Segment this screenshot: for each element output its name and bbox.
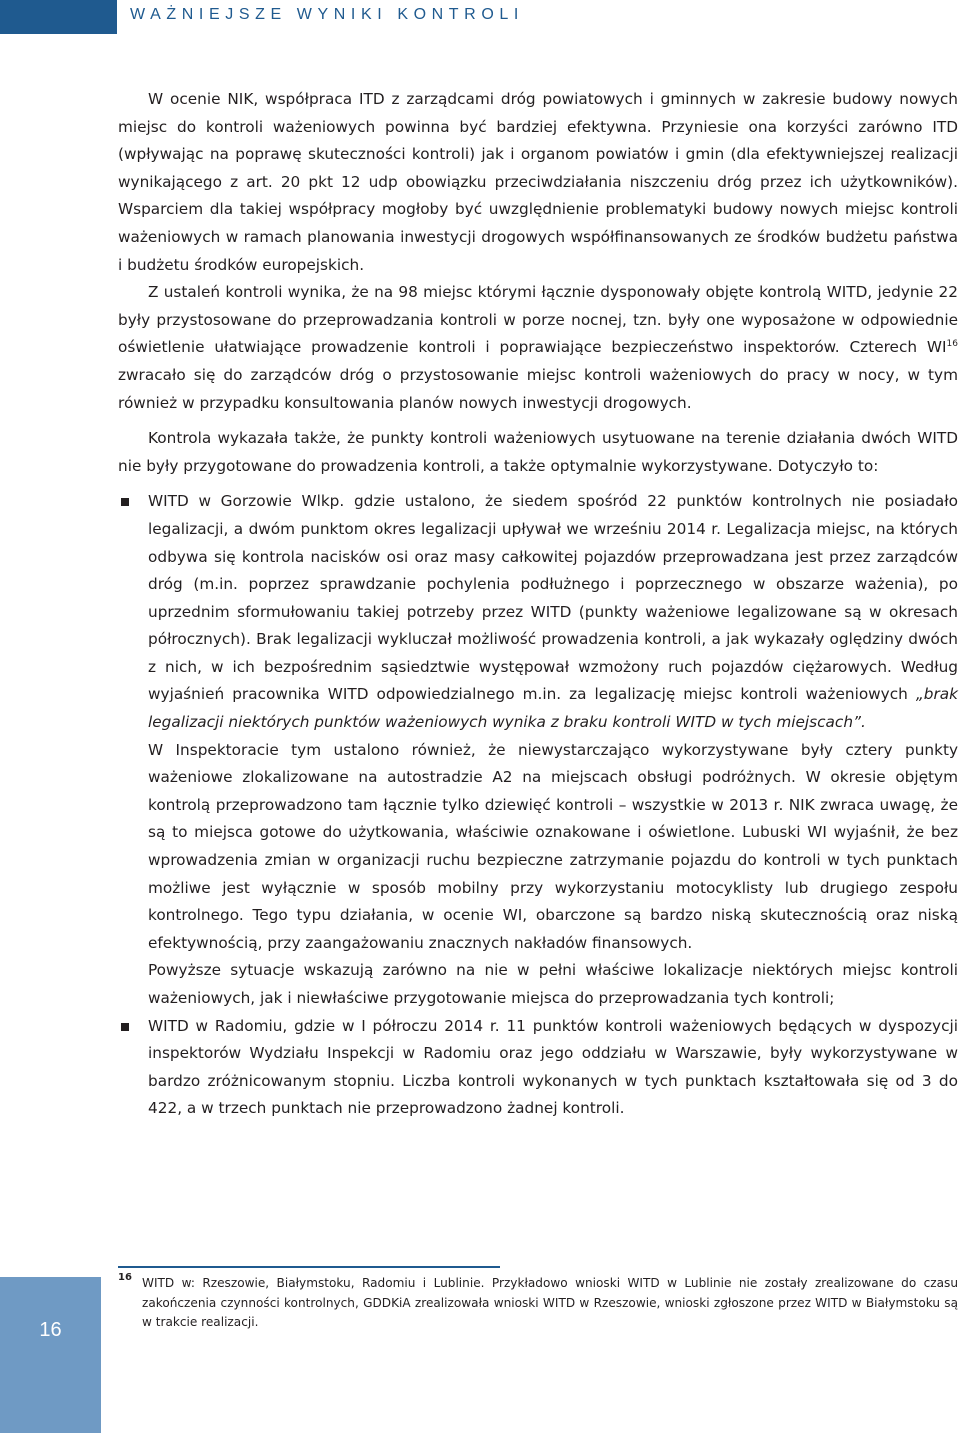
- footnote-number: 16: [118, 1272, 132, 1283]
- paragraph-cooperation: W ocenie NIK, współpraca ITD z zarządcami dróg powiatowych i gminnych w zakresie budowy nowych miejsc do kontroli ważeniowych powinna być bardziej efektywna. Przyniesie ona korzyści zarówno ITD (wpływając na poprawę skuteczności kontroli) jak i organom powiatów i gmin (dla efektywniejszej realizacji wynikającego z art. 20 pkt 12 udp obowiązku przeciwdziałania niszczeniu dróg przez ich użytkowników). Wsparciem dla takiej współpracy mogłoby być uwzględnienie problematyki budowy nowych miejsc kontroli ważeniowych w ramach planowania inwestycji drogowych współfinansowanych ze środków budżetu państwa i budżetu środków europejskich.: [118, 90, 958, 274]
- paragraph-findings: Kontrola wykazała także, że punkty kontroli ważeniowych usytuowane na terenie działania dwóch WITD nie były przygotowane do prowadzenia kontroli, a także optymalnie wykorzystywane. Dotyczyło to:: [118, 429, 958, 475]
- bullet-radom-text: WITD w Radomiu, gdzie w I półroczu 2014 r. 11 punktów kontroli ważeniowych będących w dyspozycji inspektorów Wydziału Inspekcji w Radomiu oraz jego oddziału w Warszawie, były wykorzystywane w bardzo zróżnicowanym stopniu. Liczba kontroli wykonanych w tych punktach kształtowała się od 3 do 422, a w trzech punktach nie przeprowadzono żadnej kontroli.: [148, 1016, 958, 1118]
- bullet-gorzow-para2: W Inspektoracie tym ustalono również, że niewystarczająco wykorzystywane były cztery punkty ważeniowe zlokalizowane na autostradzie A2 na miejscach obsługi podróżnych. W okresie objętym kontrolą przeprowadzono tam łącznie tylko dziewięć kontroli – wszystkie w 2013 r. NIK zwraca uwagę, że są to miejsca gotowe do użytkowania, właściwie oznakowane i oświetlone. Lubuski WI wyjaśnił, że bez wprowadzenia zmian w organizacji ruchu bezpieczne zatrzymanie pojazdu do kontroli w tych punktach możliwe jest wyłącznie w sposób mobilny przy wykorzystaniu motocyklisty lub drugiego zespołu kontrolnego. Tego typu działania, w ocenie WI, obarczone są bardzo niską skutecznością oraz niską efektywnością, przy zaangażowaniu znacznych nakładów finansowych.: [148, 740, 958, 952]
- page-number: 16: [39, 1319, 62, 1341]
- footnote-reference[interactable]: 16: [946, 339, 958, 350]
- paragraph-night-control-part1: Z ustaleń kontroli wynika, że na 98 miejsc którymi łącznie dysponowały objęte kontrolą WITD, jedynie 22 były przystosowane do przeprowadzania kontroli w porze nocnej, tzn. były one wyposażone w odpowiednie oświetlenie ułatwiające prowadzenie kontroli i poprawiające bezpieczeństwo inspektorów. Czterech WI: [118, 283, 958, 357]
- bullet-gorzow: [118, 488, 958, 1012]
- paragraph-spacer: [118, 417, 958, 425]
- section-title: WAŻNIEJSZE WYNIKI KONTROLI: [130, 6, 524, 23]
- square-bullet-icon: [121, 1023, 129, 1031]
- footnote-separator: [118, 1266, 500, 1268]
- paragraph-night-control: [118, 279, 958, 417]
- bullet-gorzow-intro: WITD w Gorzowie Wlkp. gdzie ustalono, że siedem spośród 22 punktów kontrolnych nie posiadało legalizacji, a dwóm punktom okres legalizacji upływał we wrześniu 2014 r. Legalizacja miejsc, na których odbywa się kontrola nacisków osi oraz masy całkowitej pojazdów przeprowadzana jest przez zarządców dróg (m.in. poprzez sprawdzanie pochylenia podłużnego i poprzecznego w obszarze ważenia), po uprzednim sformułowaniu takiej potrzeby przez WITD (punkty ważeniowe legalizowane są w okresach półrocznych). Brak legalizacji wykluczał możliwość prowadzenia kontroli, a jak wykazały oględziny dwóch z nich, w ich bezpośrednim sąsiedztwie występował wzmożony ruch pojazdów ciężarowych. Według wyjaśnień pracownika WITD odpowiedzialnego m.in. za legalizację miejsc kontroli ważeniowych: [148, 492, 958, 704]
- footnote-text: WITD w: Rzeszowie, Białymstoku, Radomiu i Lublinie. Przykładowo wnioski WITD w Lublinie nie zostały zrealizowane do czasu zakończenia czynności kontrolnych, GDDKiA zrealizowała wnioski WITD w Rzeszowie, wnioski zgłoszone przez WITD w Białymstoku są w trakcie realizacji.: [142, 1276, 958, 1330]
- bullet-radom: [118, 1013, 958, 1123]
- paragraph-spacer: [118, 480, 958, 488]
- bullet-gorzow-para3: Powyższe sytuacje wskazują zarówno na nie w pełni właściwe lokalizacje niektórych miejsc kontroli ważeniowych, jak i niewłaściwe przygotowanie miejsca do przeprowadzania tych kontroli;: [148, 961, 958, 1007]
- paragraph-night-control-part2: zwracało się do zarządców dróg o przystosowanie miejsc kontroli ważeniowych do pracy w nocy, w tym również w przypadku konsultowania planów nowych inwestycji drogowych.: [118, 365, 958, 412]
- header-color-block: [0, 0, 117, 34]
- page-number-box: [0, 1277, 101, 1433]
- bullet-gorzow-para1: [148, 488, 958, 736]
- bullet-gorzow-quote: „brak legalizacji niektórych punktów ważeniowych wynika z braku kontroli WITD w tych miejscach”.: [148, 685, 958, 732]
- square-bullet-icon: [121, 498, 129, 506]
- main-text: [118, 86, 958, 1123]
